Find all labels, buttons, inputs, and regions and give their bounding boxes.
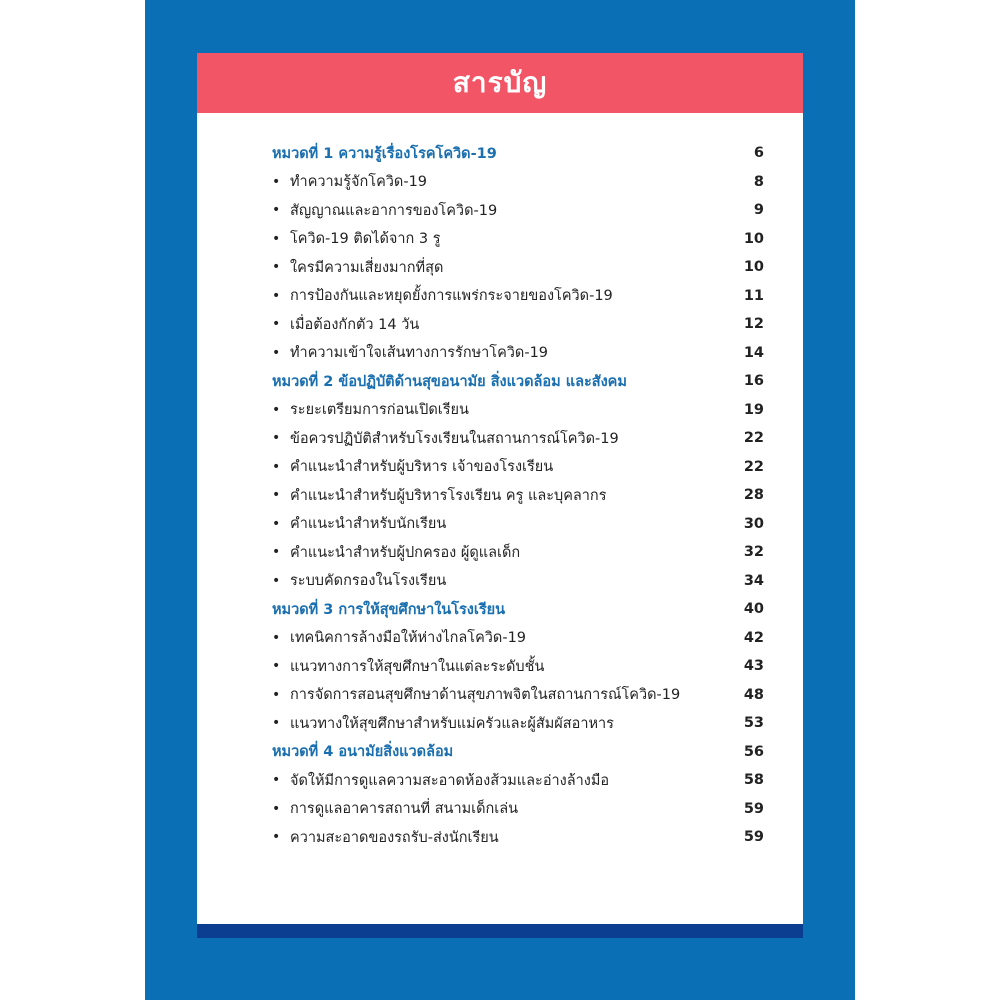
bullet-icon: • bbox=[272, 772, 281, 789]
toc-page-number: 42 bbox=[743, 629, 764, 646]
toc-section-row bbox=[272, 139, 764, 168]
toc-item-title: ทำความเข้าใจเส้นทางการรักษาโควิด-19 bbox=[290, 345, 549, 362]
toc-page-number: 56 bbox=[743, 743, 764, 760]
toc-page-number: 30 bbox=[743, 515, 764, 532]
toc-page-number: 28 bbox=[743, 487, 764, 504]
bullet-icon: • bbox=[272, 715, 281, 732]
bullet-icon: • bbox=[272, 230, 281, 247]
toc-item-title: ระบบคัดกรองในโรงเรียน bbox=[290, 573, 447, 590]
toc-item-row bbox=[272, 510, 764, 539]
toc-page-number: 10 bbox=[743, 230, 764, 247]
toc-item-row bbox=[272, 225, 764, 254]
toc-page-number: 32 bbox=[743, 544, 764, 561]
toc-item-row bbox=[272, 795, 764, 824]
toc-page-number: 43 bbox=[743, 658, 764, 675]
toc-item-title: การจัดการสอนสุขศึกษาด้านสุขภาพจิตในสถานการณ์โควิด-19 bbox=[290, 687, 681, 704]
toc-page-number: 12 bbox=[743, 316, 764, 333]
toc-page-number: 9 bbox=[753, 202, 764, 219]
toc-item-title: เมื่อต้องกักตัว 14 วัน bbox=[290, 316, 420, 333]
bullet-icon: • bbox=[272, 629, 281, 646]
toc-item-title: แนวทางการให้สุขศึกษาในแต่ละระดับชั้น bbox=[290, 658, 545, 675]
toc-item-row bbox=[272, 196, 764, 225]
bullet-icon: • bbox=[272, 287, 281, 304]
toc-page-number: 40 bbox=[743, 601, 764, 618]
bullet-icon: • bbox=[272, 316, 281, 333]
toc-section-row bbox=[272, 738, 764, 767]
toc-item-title: คำแนะนำสำหรับผู้บริหาร เจ้าของโรงเรียน bbox=[290, 459, 554, 476]
toc-page-number: 34 bbox=[743, 572, 764, 589]
toc-item-title: สัญญาณและอาการของโควิด-19 bbox=[290, 202, 498, 219]
toc-item-title: ระยะเตรียมการก่อนเปิดเรียน bbox=[290, 402, 469, 419]
toc-item-row bbox=[272, 253, 764, 282]
toc-item-row bbox=[272, 481, 764, 510]
bullet-icon: • bbox=[272, 458, 281, 475]
toc-page-number: 58 bbox=[743, 772, 764, 789]
toc-item-row bbox=[272, 766, 764, 795]
bullet-icon: • bbox=[272, 829, 281, 846]
toc-item-row bbox=[272, 424, 764, 453]
header-band bbox=[197, 53, 803, 113]
bullet-icon: • bbox=[272, 487, 281, 504]
toc-section-title: หมวดที่ 1 ความรู้เรื่องโรคโควิด-19 bbox=[272, 145, 497, 162]
toc-page-number: 10 bbox=[743, 259, 764, 276]
toc-item-row bbox=[272, 538, 764, 567]
toc-item-title: คำแนะนำสำหรับผู้บริหารโรงเรียน ครู และบุคลากร bbox=[290, 487, 607, 504]
bullet-icon: • bbox=[272, 430, 281, 447]
bullet-icon: • bbox=[272, 259, 281, 276]
toc-page-number: 19 bbox=[743, 401, 764, 418]
bullet-icon: • bbox=[272, 401, 281, 418]
toc-item-title: ใครมีความเสี่ยงมากที่สุด bbox=[290, 259, 444, 276]
toc-item-title: ข้อควรปฏิบัติสำหรับโรงเรียนในสถานการณ์โควิด-19 bbox=[290, 430, 619, 447]
bullet-icon: • bbox=[272, 658, 281, 675]
bullet-icon: • bbox=[272, 572, 281, 589]
table-of-contents bbox=[272, 139, 764, 852]
toc-item-title: จัดให้มีการดูแลความสะอาดห้องส้วมและอ่างล้างมือ bbox=[290, 772, 610, 789]
toc-item-title: ความสะอาดของรถรับ-ส่งนักเรียน bbox=[290, 829, 499, 846]
toc-item-row bbox=[272, 168, 764, 197]
toc-page-number: 59 bbox=[743, 829, 764, 846]
toc-section-title: หมวดที่ 3 การให้สุขศึกษาในโรงเรียน bbox=[272, 601, 506, 618]
toc-item-row bbox=[272, 282, 764, 311]
bullet-icon: • bbox=[272, 686, 281, 703]
toc-section-row bbox=[272, 367, 764, 396]
bullet-icon: • bbox=[272, 173, 281, 190]
toc-page-number: 14 bbox=[743, 344, 764, 361]
toc-item-row bbox=[272, 709, 764, 738]
bullet-icon: • bbox=[272, 344, 281, 361]
toc-page-number: 16 bbox=[743, 373, 764, 390]
bullet-icon: • bbox=[272, 202, 281, 219]
bullet-icon: • bbox=[272, 800, 281, 817]
toc-page-number: 59 bbox=[743, 800, 764, 817]
toc-page-number: 8 bbox=[753, 173, 764, 190]
bullet-icon: • bbox=[272, 544, 281, 561]
toc-item-title: คำแนะนำสำหรับผู้ปกครอง ผู้ดูแลเด็ก bbox=[290, 544, 521, 561]
toc-item-title: แนวทางให้สุขศึกษาสำหรับแม่ครัวและผู้สัมผัสอาหาร bbox=[290, 715, 614, 732]
toc-item-title: โควิด-19 ติดได้จาก 3 รู bbox=[290, 231, 441, 248]
toc-section-title: หมวดที่ 4 อนามัยสิ่งแวดล้อม bbox=[272, 744, 454, 761]
toc-item-row bbox=[272, 681, 764, 710]
toc-section-row bbox=[272, 595, 764, 624]
toc-page-number: 22 bbox=[743, 458, 764, 475]
toc-page-number: 53 bbox=[743, 715, 764, 732]
toc-item-title: เทคนิคการล้างมือให้ห่างไกลโควิด-19 bbox=[290, 630, 527, 647]
toc-page-number: 48 bbox=[743, 686, 764, 703]
bullet-icon: • bbox=[272, 515, 281, 532]
toc-page-number: 11 bbox=[743, 287, 764, 304]
toc-item-row bbox=[272, 396, 764, 425]
toc-item-title: ทำความรู้จักโควิด-19 bbox=[290, 174, 428, 191]
toc-page bbox=[197, 53, 803, 938]
toc-section-title: หมวดที่ 2 ข้อปฏิบัติด้านสุขอนามัย สิ่งแวดล้อม และสังคม bbox=[272, 373, 627, 390]
toc-item-title: การป้องกันและหยุดยั้งการแพร่กระจายของโควิด-19 bbox=[290, 288, 613, 305]
toc-item-row bbox=[272, 310, 764, 339]
toc-item-row bbox=[272, 339, 764, 368]
toc-item-row bbox=[272, 624, 764, 653]
toc-page-number: 22 bbox=[743, 430, 764, 447]
page-title: สารบัญ bbox=[452, 66, 548, 99]
toc-page-number: 6 bbox=[753, 145, 764, 162]
toc-item-row bbox=[272, 453, 764, 482]
toc-item-row bbox=[272, 652, 764, 681]
toc-item-title: คำแนะนำสำหรับนักเรียน bbox=[290, 516, 447, 533]
toc-item-row bbox=[272, 567, 764, 596]
toc-item-row bbox=[272, 823, 764, 852]
toc-item-title: การดูแลอาคารสถานที่ สนามเด็กเล่น bbox=[290, 801, 519, 818]
footer-band bbox=[197, 924, 803, 938]
